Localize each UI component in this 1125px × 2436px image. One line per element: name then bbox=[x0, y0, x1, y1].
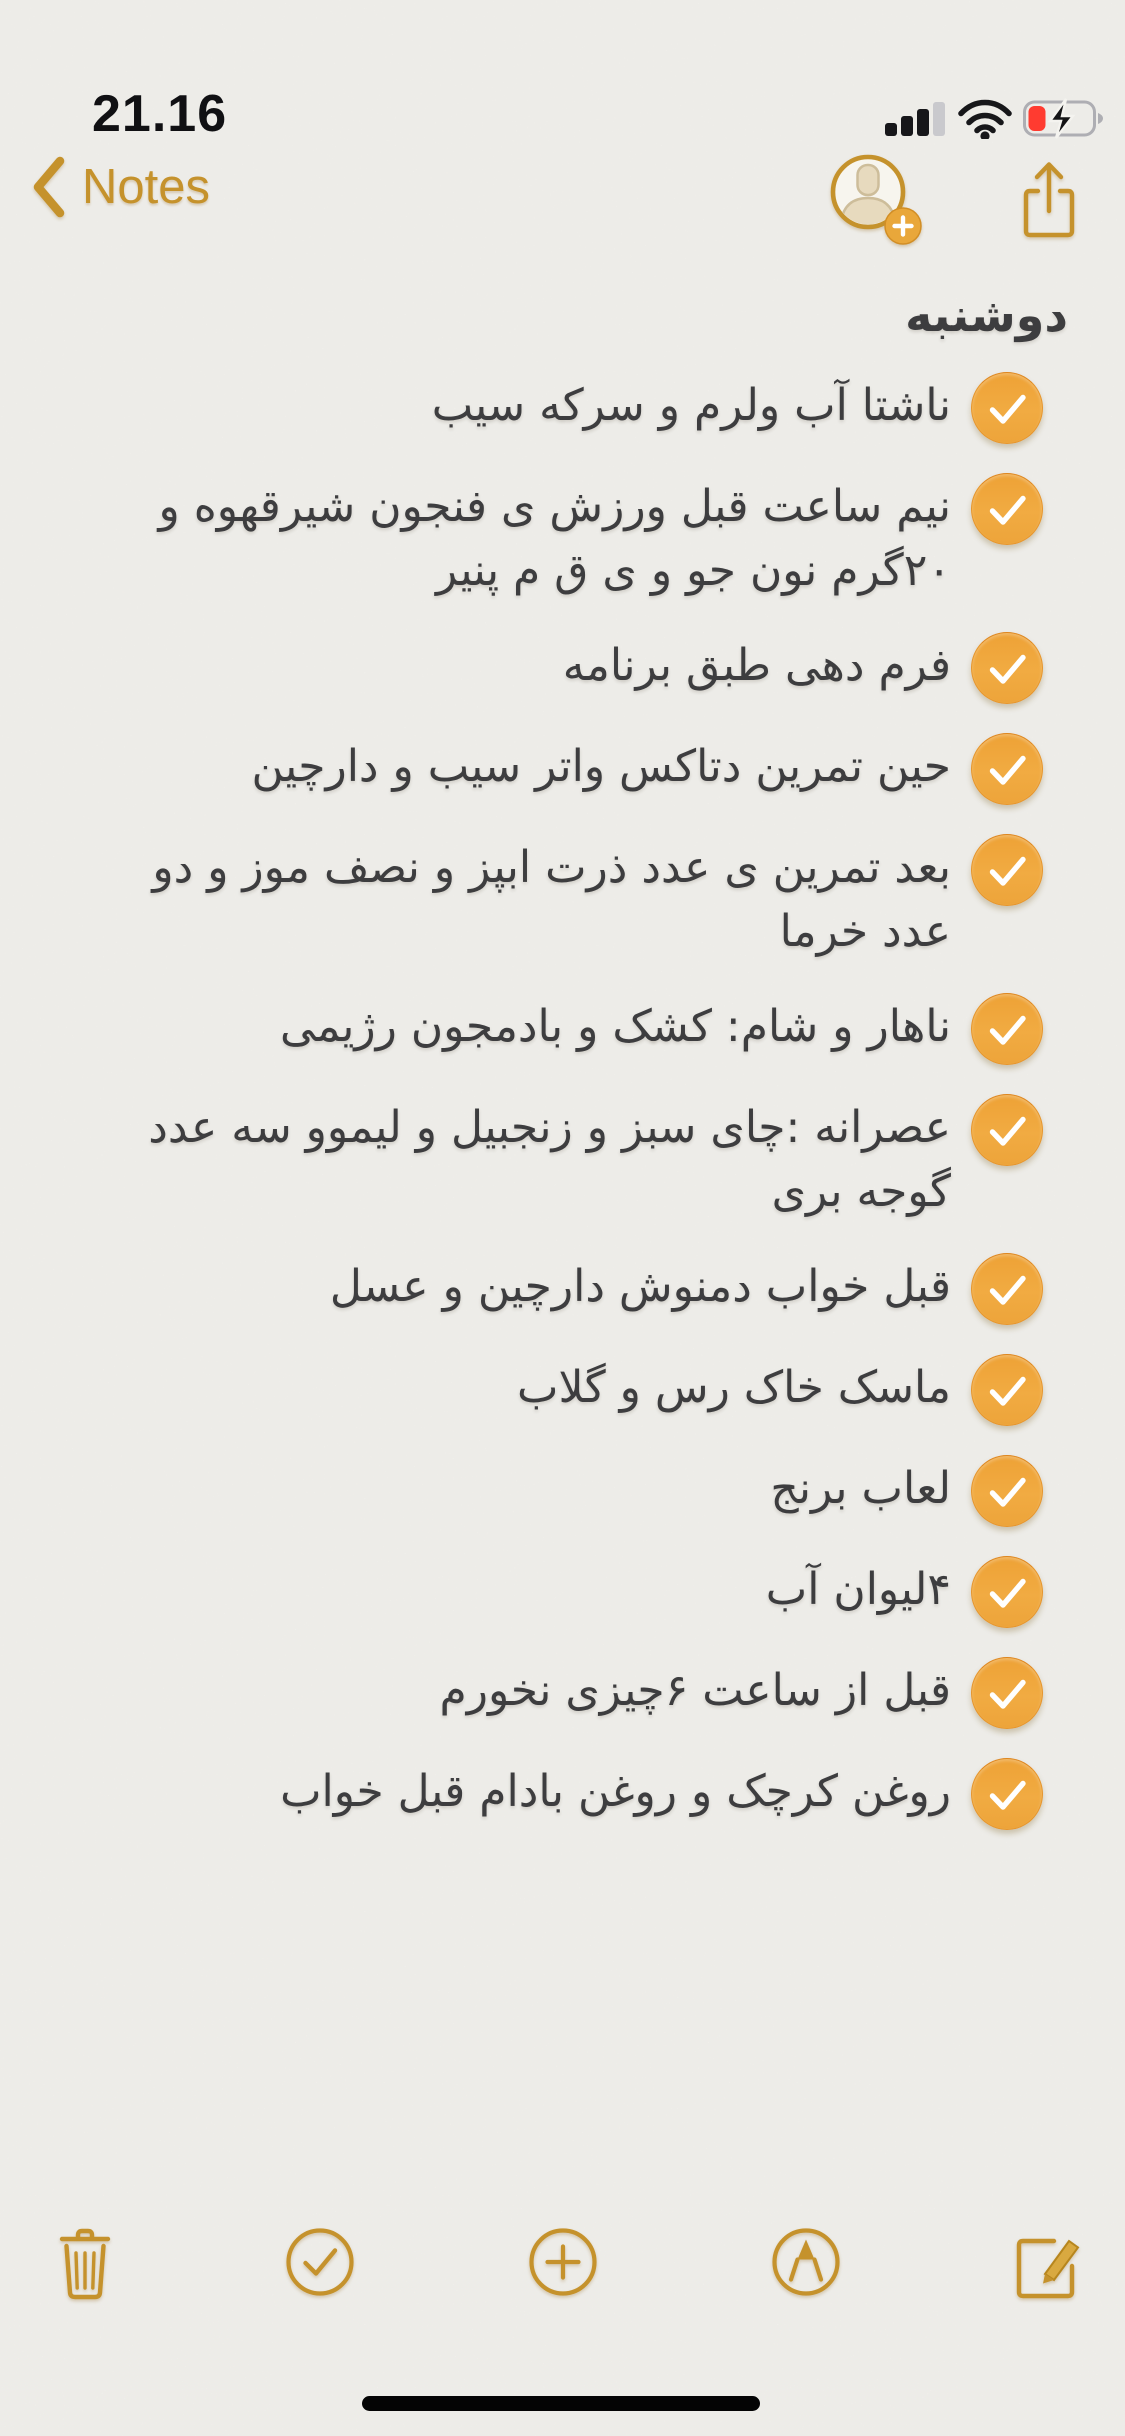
add-collaborator-icon[interactable] bbox=[827, 151, 923, 249]
nav-actions bbox=[827, 150, 1081, 250]
note-title[interactable]: دوشنبه bbox=[905, 288, 1068, 342]
compose-icon bbox=[1008, 2226, 1086, 2304]
checklist-item-text[interactable]: ۴لیوان آب bbox=[765, 1564, 951, 1615]
add-attachment-button[interactable] bbox=[527, 2226, 599, 2302]
home-indicator[interactable] bbox=[362, 2396, 760, 2411]
checkmark-glyph bbox=[972, 474, 1042, 544]
compose-note-button[interactable] bbox=[1008, 2226, 1086, 2308]
checklist-item-text[interactable]: ناهار و شام: کشک و بادمجون رژیمی bbox=[280, 1001, 951, 1052]
checklist-item bbox=[68, 1354, 1043, 1426]
checklist-item-text[interactable]: فرم دهی طبق برنامه bbox=[562, 640, 951, 691]
wifi-icon bbox=[958, 99, 1012, 139]
checklist-item-text[interactable]: عصرانه :چای سبز و زنجبیل و لیموو سه عدد گوجه بری bbox=[148, 1102, 951, 1217]
battery-charging-icon bbox=[1023, 98, 1107, 140]
plus-circle-icon bbox=[527, 2226, 599, 2298]
checkbox-checked-icon[interactable] bbox=[971, 1094, 1043, 1166]
markup-button[interactable] bbox=[770, 2226, 842, 2302]
checkmark-glyph bbox=[972, 835, 1042, 905]
checkbox-checked-icon[interactable] bbox=[971, 1657, 1043, 1729]
checklist-item-text[interactable]: حین تمرین دتاکس واتر سیب و دارچین bbox=[251, 741, 951, 792]
checkmark-glyph bbox=[972, 373, 1042, 443]
checkbox-checked-icon[interactable] bbox=[971, 1556, 1043, 1628]
checkmark-glyph bbox=[972, 633, 1042, 703]
checkbox-checked-icon[interactable] bbox=[971, 993, 1043, 1065]
checkbox-checked-icon[interactable] bbox=[971, 1455, 1043, 1527]
check-circle-icon bbox=[284, 2226, 356, 2298]
status-icons bbox=[885, 98, 1107, 140]
checklist-item bbox=[68, 1556, 1043, 1628]
checkbox-checked-icon[interactable] bbox=[971, 372, 1043, 444]
checklist-item-text[interactable]: بعد تمرین ی عدد ذرت ابپز و نصف موز و دو عدد خرما bbox=[152, 842, 951, 957]
checkmark-glyph bbox=[972, 1254, 1042, 1324]
checkbox-checked-icon[interactable] bbox=[971, 1354, 1043, 1426]
checklist-item bbox=[68, 993, 1043, 1065]
checklist-item bbox=[68, 1253, 1043, 1325]
marker-pen-icon bbox=[770, 2226, 842, 2298]
checklist-item bbox=[68, 733, 1043, 805]
checklist-item-text[interactable]: نیم ساعت قبل ورزش ی فنجون شیرقهوه و ۲۰گرم نون جو و ی ق م پنیر bbox=[158, 481, 951, 596]
status-bar bbox=[0, 0, 1125, 150]
share-icon[interactable] bbox=[1017, 159, 1081, 241]
checklist-item bbox=[68, 1657, 1043, 1729]
checklist-item bbox=[68, 1455, 1043, 1527]
checkbox-checked-icon[interactable] bbox=[971, 834, 1043, 906]
checkmark-glyph bbox=[972, 1456, 1042, 1526]
checklist-item-text[interactable]: ناشتا آب ولرم و سرکه سیب bbox=[431, 380, 951, 431]
cellular-signal-icon bbox=[885, 99, 947, 139]
checklist-item-text[interactable]: قبل از ساعت ۶چیزی نخورم bbox=[439, 1665, 951, 1716]
checkmark-glyph bbox=[972, 1759, 1042, 1829]
checklist-item bbox=[68, 372, 1043, 444]
back-button[interactable] bbox=[30, 156, 210, 218]
checkbox-checked-icon[interactable] bbox=[971, 1253, 1043, 1325]
checklist-toggle-button[interactable] bbox=[284, 2226, 356, 2302]
status-time: 21.16 bbox=[92, 85, 228, 143]
checklist-item-text[interactable]: روغن کرچک و روغن بادام قبل خواب bbox=[280, 1766, 951, 1817]
checkbox-checked-icon[interactable] bbox=[971, 632, 1043, 704]
checkmark-glyph bbox=[972, 1658, 1042, 1728]
checklist-item bbox=[68, 834, 1043, 964]
checklist bbox=[68, 372, 1043, 1859]
checklist-item bbox=[68, 1094, 1043, 1224]
checkbox-checked-icon[interactable] bbox=[971, 733, 1043, 805]
checkmark-glyph bbox=[972, 1557, 1042, 1627]
checklist-item bbox=[68, 473, 1043, 603]
trash-icon bbox=[55, 2226, 115, 2302]
back-button-label: Notes bbox=[82, 160, 211, 214]
checkmark-glyph bbox=[972, 994, 1042, 1064]
delete-note-button[interactable] bbox=[55, 2226, 115, 2306]
back-chevron-icon bbox=[30, 156, 66, 218]
checklist-item-text[interactable]: قبل خواب دمنوش دارچین و عسل bbox=[329, 1261, 951, 1312]
checkmark-glyph bbox=[972, 734, 1042, 804]
checkmark-glyph bbox=[972, 1355, 1042, 1425]
checklist-item bbox=[68, 1758, 1043, 1830]
checkmark-glyph bbox=[972, 1095, 1042, 1165]
checkbox-checked-icon[interactable] bbox=[971, 1758, 1043, 1830]
nav-bar bbox=[0, 150, 1125, 250]
checkbox-checked-icon[interactable] bbox=[971, 473, 1043, 545]
checklist-item-text[interactable]: لعاب برنج bbox=[770, 1463, 951, 1514]
checklist-item bbox=[68, 632, 1043, 704]
checklist-item-text[interactable]: ماسک خاک رس و گلاب bbox=[517, 1362, 951, 1413]
